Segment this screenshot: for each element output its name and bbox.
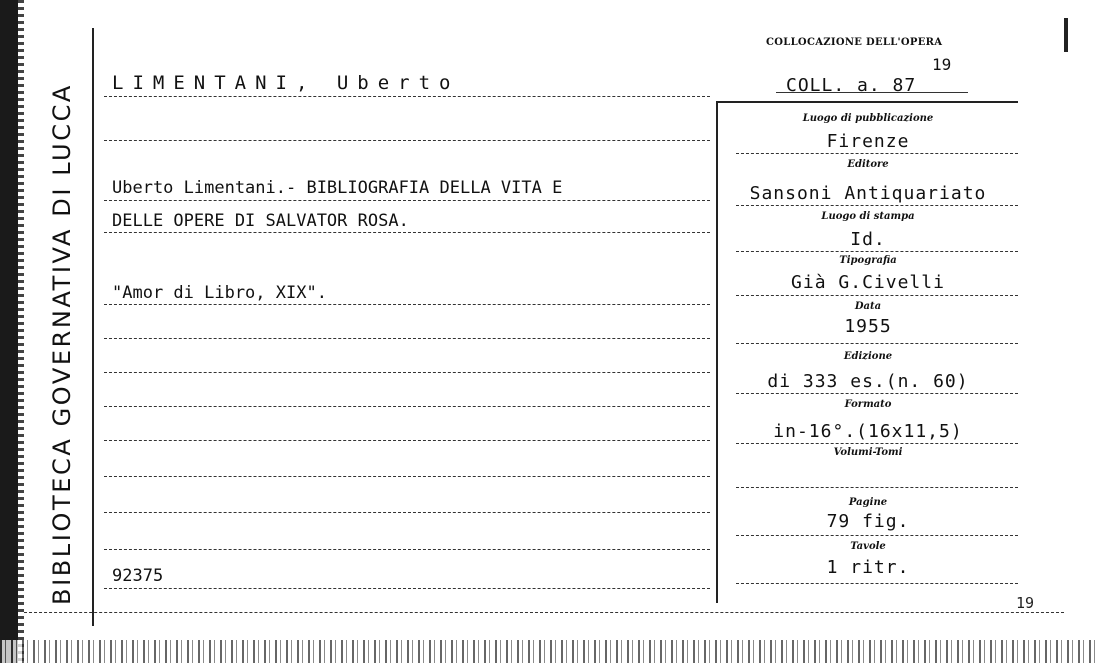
institution-name: BIBLIOTECA GOVERNATIVA DI LUCCA xyxy=(48,83,76,605)
collocation-header: COLLOCAZIONE DELL'OPERA xyxy=(766,37,943,48)
label-format: Formato xyxy=(844,399,892,410)
title-line-1: Uberto Limentani.- BIBLIOGRAFIA DELLA VITA E xyxy=(112,178,563,198)
value-printer: Già G.Civelli xyxy=(791,272,945,293)
field-rule xyxy=(736,153,1018,154)
value-publisher: Sansoni Antiquariato xyxy=(749,183,987,204)
label-date: Data xyxy=(854,301,882,312)
field-rule xyxy=(736,295,1018,296)
field-rule xyxy=(736,443,1018,444)
ruled-line xyxy=(104,200,710,201)
ruled-line xyxy=(104,232,710,233)
ruled-line xyxy=(104,476,710,477)
ruled-line xyxy=(104,588,710,589)
series-note: "Amor di Libro, XIX". xyxy=(112,283,327,303)
field-rule xyxy=(736,205,1018,206)
ruled-line xyxy=(104,140,710,141)
label-publisher: Editore xyxy=(847,159,889,170)
value-format: in-16°.(16x11,5) xyxy=(773,421,963,442)
scan-edge-left-perforation xyxy=(18,0,24,663)
collocation-rule xyxy=(776,92,968,93)
label-printer: Tipografia xyxy=(839,255,897,266)
value-plates: 1 ritr. xyxy=(826,557,910,578)
value-date: 1955 xyxy=(844,316,892,337)
field-rule xyxy=(736,393,1018,394)
author-heading: LIMENTANI, Uberto xyxy=(112,72,460,94)
label-place-of-publication: Luogo di pubblicazione xyxy=(802,113,934,124)
right-edge-mark xyxy=(1064,18,1068,52)
collocation-superscript: 19 xyxy=(932,55,952,74)
title-line-2: DELLE OPERE DI SALVATOR ROSA. xyxy=(112,211,409,231)
ruled-line xyxy=(104,440,710,441)
ruled-line xyxy=(104,406,710,407)
value-pages: 79 fig. xyxy=(826,511,910,532)
scan-edge-bottom xyxy=(0,640,1099,663)
ruled-line xyxy=(104,338,710,339)
field-rule xyxy=(736,343,1018,344)
field-rule xyxy=(736,535,1018,536)
field-rule xyxy=(736,251,1018,252)
publication-fields-box xyxy=(716,101,1018,603)
bottom-rule xyxy=(24,612,1064,613)
label-pages: Pagine xyxy=(848,497,888,508)
inventory-number: 92375 xyxy=(112,566,164,586)
corner-note: 19 xyxy=(1016,594,1035,612)
label-edition: Edizione xyxy=(843,351,893,362)
ruled-line xyxy=(104,549,710,550)
ruled-line xyxy=(104,512,710,513)
left-margin-rule xyxy=(92,28,94,626)
value-place-of-publication: Firenze xyxy=(826,131,910,152)
label-volumes: Volumi-Tomi xyxy=(833,447,903,458)
scan-edge-left xyxy=(0,0,18,663)
value-edition: di 333 es.(n. 60) xyxy=(767,371,969,392)
ruled-line xyxy=(104,372,710,373)
ruled-line xyxy=(104,96,710,97)
label-plates: Tavole xyxy=(850,541,886,552)
ruled-line xyxy=(104,304,710,305)
value-place-of-printing: Id. xyxy=(850,229,886,250)
field-rule xyxy=(736,583,1018,584)
collocation-value: COLL. a. 87 xyxy=(786,75,917,96)
field-rule xyxy=(736,487,1018,488)
label-place-of-printing: Luogo di stampa xyxy=(821,211,915,222)
